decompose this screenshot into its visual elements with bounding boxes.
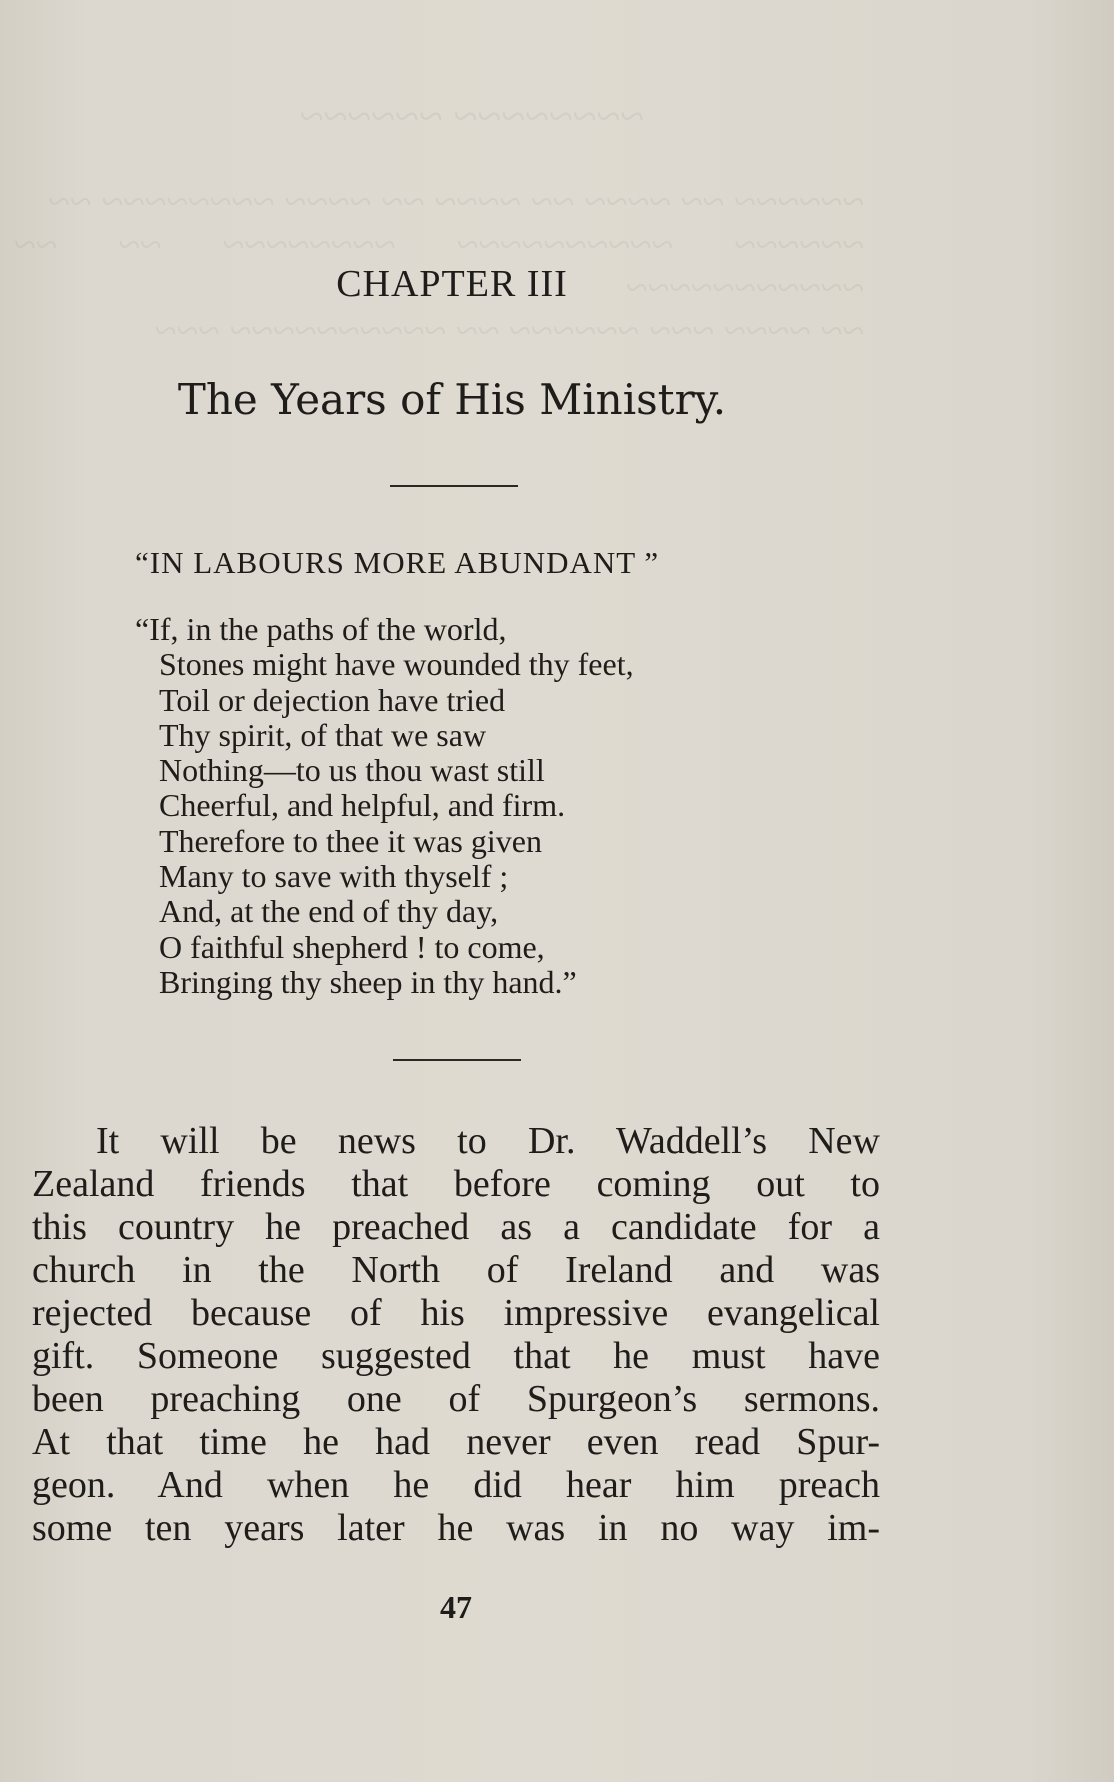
poem-line: Bringing thy sheep in thy hand.” bbox=[159, 963, 577, 1000]
poem-line: Nothing—to us thou wast still bbox=[159, 752, 545, 789]
chapter-label: CHAPTER III bbox=[336, 263, 568, 305]
body-line: Zealand friends that before coming out to bbox=[32, 1163, 880, 1205]
epigraph-poem bbox=[135, 612, 785, 1000]
poem-line: Therefore to thee it was given bbox=[159, 822, 542, 859]
epigraph-heading: “IN LABOURS MORE ABUNDANT ” bbox=[135, 545, 660, 580]
body-line: church in the North of Ireland and was bbox=[32, 1249, 880, 1291]
body-line: rejected because of his impressive evangelical bbox=[32, 1292, 880, 1334]
top-divider bbox=[390, 485, 518, 487]
poem-line: Stones might have wounded thy feet, bbox=[159, 646, 634, 683]
poem-line: Toil or dejection have tried bbox=[159, 681, 506, 718]
body-line: some ten years later he was in no way im- bbox=[32, 1507, 880, 1549]
body-line: At that time he had never even read Spur- bbox=[32, 1421, 880, 1463]
chapter-title: The Years of His Ministry. bbox=[177, 375, 727, 424]
body-line: It will be news to Dr. Waddell’s New bbox=[96, 1120, 880, 1162]
body-paragraph bbox=[32, 1120, 880, 1550]
poem-line: And, at the end of thy day, bbox=[159, 893, 499, 930]
poem-line: Cheerful, and helpful, and firm. bbox=[159, 787, 566, 824]
body-line: geon. And when he did hear him preach bbox=[32, 1464, 880, 1506]
body-line: gift. Someone suggested that he must have bbox=[32, 1335, 880, 1377]
bottom-divider bbox=[393, 1059, 521, 1061]
body-line: been preaching one of Spurgeon’s sermons. bbox=[32, 1378, 880, 1420]
body-line: this country he preached as a candidate for a bbox=[32, 1206, 880, 1248]
poem-line: Many to save with thyself ; bbox=[159, 858, 509, 895]
page-number: 47 bbox=[440, 1589, 472, 1625]
bleed-through-decoration: ~~~~~~~~ ~~~~~~ ~~~~~~ ~~ ~~~~ ~~ ~~~~ ~~ ~~~~ ~~~~~~~~ ~~ ~~~~~~ ~~~~~~~~~~ ~~~~~~~~ ~~ ~~ ~~~~~~~~~~~ ~~ ~~~~ ~~~ ~~~~~~ ~~ ~~~~~~~~~~ ~~~ bbox=[14, 92, 864, 353]
poem-line: “If, in the paths of the world, bbox=[135, 611, 507, 647]
poem-line: O faithful shepherd ! to come, bbox=[159, 928, 545, 965]
poem-line: Thy spirit, of that we saw bbox=[159, 716, 487, 753]
